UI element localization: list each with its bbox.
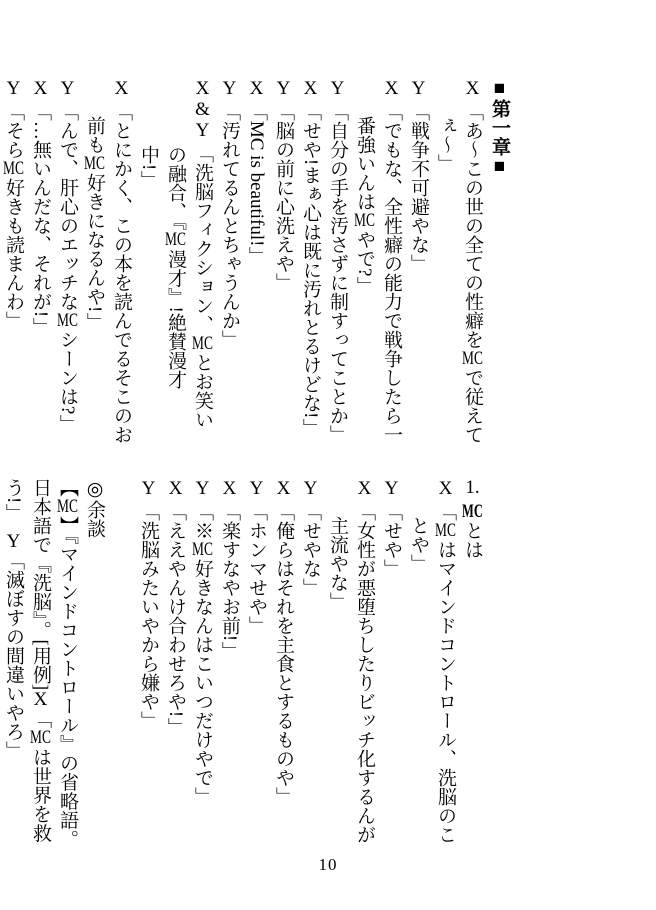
dialogue-line bbox=[189, 78, 216, 470]
text-segment: MC bbox=[354, 211, 375, 230]
dialogue-line bbox=[0, 78, 27, 470]
text-segment: 「MC is beautiful!」 bbox=[246, 101, 267, 266]
speaker-label: Y bbox=[327, 78, 348, 99]
dialogue-line bbox=[297, 478, 324, 870]
text-segment: 1. bbox=[465, 478, 480, 497]
text-segment: MC bbox=[30, 728, 51, 748]
text-segment: MC bbox=[57, 497, 78, 516]
text-segment: ■第一章■ bbox=[489, 78, 510, 177]
mc-definition-section bbox=[0, 478, 544, 870]
text-segment: 好きなんはこいつだけやで」 bbox=[192, 558, 213, 806]
page-number: 10 bbox=[318, 855, 338, 874]
text-segment: 「汚れてるんとちゃうんか」 bbox=[219, 101, 240, 349]
text-segment: 「楽すなやお前!」 bbox=[219, 501, 240, 661]
text-segment: MC bbox=[165, 230, 186, 249]
dialogue-line bbox=[81, 78, 108, 470]
text-segment: MC bbox=[435, 520, 456, 540]
dialogue-line bbox=[459, 78, 486, 470]
text-segment: MC bbox=[192, 333, 213, 353]
speaker-label: X bbox=[354, 478, 375, 499]
speaker-label: Y bbox=[246, 478, 267, 499]
text-segment: 日本語で『洗脳』。[用例] bbox=[30, 478, 51, 691]
text-segment: 「ええやんけ合わせろや!」 bbox=[165, 501, 186, 737]
text-segment: は世界を救 bbox=[30, 747, 51, 843]
speaker-label: X bbox=[462, 78, 483, 99]
dialogue-line bbox=[162, 78, 189, 470]
dialogue-line bbox=[270, 78, 297, 470]
dialogue-line bbox=[162, 478, 189, 870]
text-segment: X bbox=[33, 690, 48, 710]
dialogue-line bbox=[135, 78, 162, 470]
dialogue-line bbox=[297, 78, 324, 470]
dialogue-line bbox=[405, 478, 432, 870]
side-note-line bbox=[27, 478, 54, 870]
text-segment: 「自分の手を汚さずに制すってことか」 bbox=[327, 101, 348, 444]
text-segment: 「脳の前に心洗えや」 bbox=[273, 101, 294, 292]
dialogue-line bbox=[378, 478, 405, 870]
text-segment: 中!」 bbox=[138, 144, 159, 189]
speaker-label: Y bbox=[408, 78, 429, 99]
dialogue-line bbox=[243, 478, 270, 870]
text-segment: 「洗脳みたいやから嫌や」 bbox=[138, 501, 159, 730]
text-segment: MC bbox=[462, 348, 483, 368]
dialogue-line bbox=[243, 78, 270, 470]
text-segment: 好きも読まんわ」 bbox=[3, 177, 24, 330]
text-segment: 「…無いんだな、それが!」 bbox=[30, 101, 51, 337]
text-segment: 「戦争不可避やな」 bbox=[408, 101, 429, 273]
text-segment: 「滅ぼすの間違いやろ」 bbox=[3, 550, 24, 760]
speaker-label: Y bbox=[300, 478, 321, 499]
text-segment: とお笑い bbox=[192, 352, 213, 429]
dialogue-line bbox=[405, 78, 432, 470]
dialogue-line bbox=[189, 478, 216, 870]
dialogue-line bbox=[324, 478, 351, 870]
text-segment: 「せや!まぁ心は既に汚れとるけどな!」 bbox=[300, 101, 321, 438]
speaker-label: Y bbox=[57, 78, 78, 99]
dialogue-line bbox=[54, 78, 81, 470]
text-segment: MC bbox=[462, 501, 483, 521]
text-segment: 】『マインドコントロール』の省略語。 bbox=[57, 516, 78, 849]
dialogue-line bbox=[108, 78, 135, 470]
text-segment: 「せや」 bbox=[381, 501, 402, 578]
text-segment: 主流やな」 bbox=[327, 516, 348, 611]
speaker-label: Y bbox=[138, 478, 159, 499]
dialogue-line bbox=[378, 78, 405, 470]
text-segment: MC bbox=[3, 158, 24, 178]
dialogue-line bbox=[27, 78, 54, 470]
speaker-label: X bbox=[111, 78, 132, 99]
text-segment: 前も bbox=[84, 116, 105, 154]
dialogue-line bbox=[351, 478, 378, 870]
text-segment: 番強いんは bbox=[354, 116, 375, 211]
speaker-label: X bbox=[165, 478, 186, 499]
speaker-label: X bbox=[273, 478, 294, 499]
text-segment: 「あ〜この世の全ての性癖を bbox=[462, 101, 483, 349]
speaker-label: Y bbox=[273, 78, 294, 99]
text-segment: とや」 bbox=[408, 516, 429, 573]
text-segment: 「女性が悪堕ちしたりビッチ化するんが bbox=[354, 501, 375, 844]
dialogue-line bbox=[135, 478, 162, 870]
text-segment: の融合、『 bbox=[165, 144, 186, 230]
text-segment: MC bbox=[57, 310, 78, 330]
speaker-label: X bbox=[219, 478, 240, 499]
dialogue-line bbox=[432, 478, 459, 870]
dialogue-line bbox=[351, 78, 378, 470]
speaker-label: X bbox=[435, 478, 456, 499]
speaker-label: X bbox=[30, 78, 51, 99]
text-segment: 「んで、肝心のエッチな bbox=[57, 101, 78, 311]
section-heading bbox=[459, 478, 486, 870]
speaker-label: X bbox=[300, 78, 321, 99]
speaker-label: Y bbox=[381, 478, 402, 499]
text-segment: 「 bbox=[30, 709, 51, 729]
text-segment: とは bbox=[462, 520, 483, 559]
side-note-line bbox=[0, 478, 27, 870]
text-segment: ◎余談 bbox=[84, 478, 105, 538]
side-note-heading bbox=[81, 478, 108, 870]
speaker-label: X bbox=[381, 78, 402, 99]
text-segment: MC bbox=[192, 539, 213, 559]
text-segment: 「せやな」 bbox=[300, 501, 321, 597]
chapter-heading bbox=[486, 78, 513, 470]
text-segment: シーンは?」 bbox=[57, 329, 78, 434]
text-segment: 「洗脳フィクション、 bbox=[192, 143, 213, 334]
dialogue-line bbox=[216, 78, 243, 470]
speaker-label: Y bbox=[219, 78, 240, 99]
text-segment: 漫才』!絶賛漫才 bbox=[165, 249, 186, 389]
speaker-label: Y bbox=[192, 478, 213, 499]
text-segment: 「そら bbox=[3, 101, 24, 159]
text-segment: Y bbox=[6, 531, 21, 551]
text-segment: 【 bbox=[57, 478, 78, 497]
text-segment: 「ホンマせや」 bbox=[246, 501, 267, 635]
text-segment: う!」 bbox=[3, 478, 24, 532]
speaker-label: X&Y bbox=[192, 78, 213, 141]
dialogue-line bbox=[270, 478, 297, 870]
text-segment: MC bbox=[84, 154, 105, 173]
speaker-label: X bbox=[246, 78, 267, 99]
text-segment: 「※ bbox=[192, 501, 213, 540]
text-segment: 「 bbox=[435, 501, 456, 521]
text-segment: はマインドコントロール、洗脳のこ bbox=[435, 539, 456, 844]
text-segment: で従えて bbox=[462, 367, 483, 444]
dialogue-line bbox=[432, 78, 459, 470]
text-segment: 「俺らはそれを主食とするものや」 bbox=[273, 501, 294, 806]
dialogue-line bbox=[216, 478, 243, 870]
text-segment: 「でもな、全性癖の能力で戦争したら一 bbox=[381, 101, 402, 444]
side-note-line bbox=[54, 478, 81, 870]
chapter-one-section bbox=[0, 78, 571, 470]
text-segment: ぇ〜」 bbox=[435, 116, 456, 173]
dialogue-line bbox=[324, 78, 351, 470]
text-segment: 好きになるんや!」 bbox=[84, 173, 105, 332]
speaker-label: Y bbox=[3, 78, 24, 99]
text-segment: 「とにかく、この本を読んでるそこのお bbox=[111, 101, 132, 444]
text-segment: やで?」 bbox=[354, 230, 375, 296]
